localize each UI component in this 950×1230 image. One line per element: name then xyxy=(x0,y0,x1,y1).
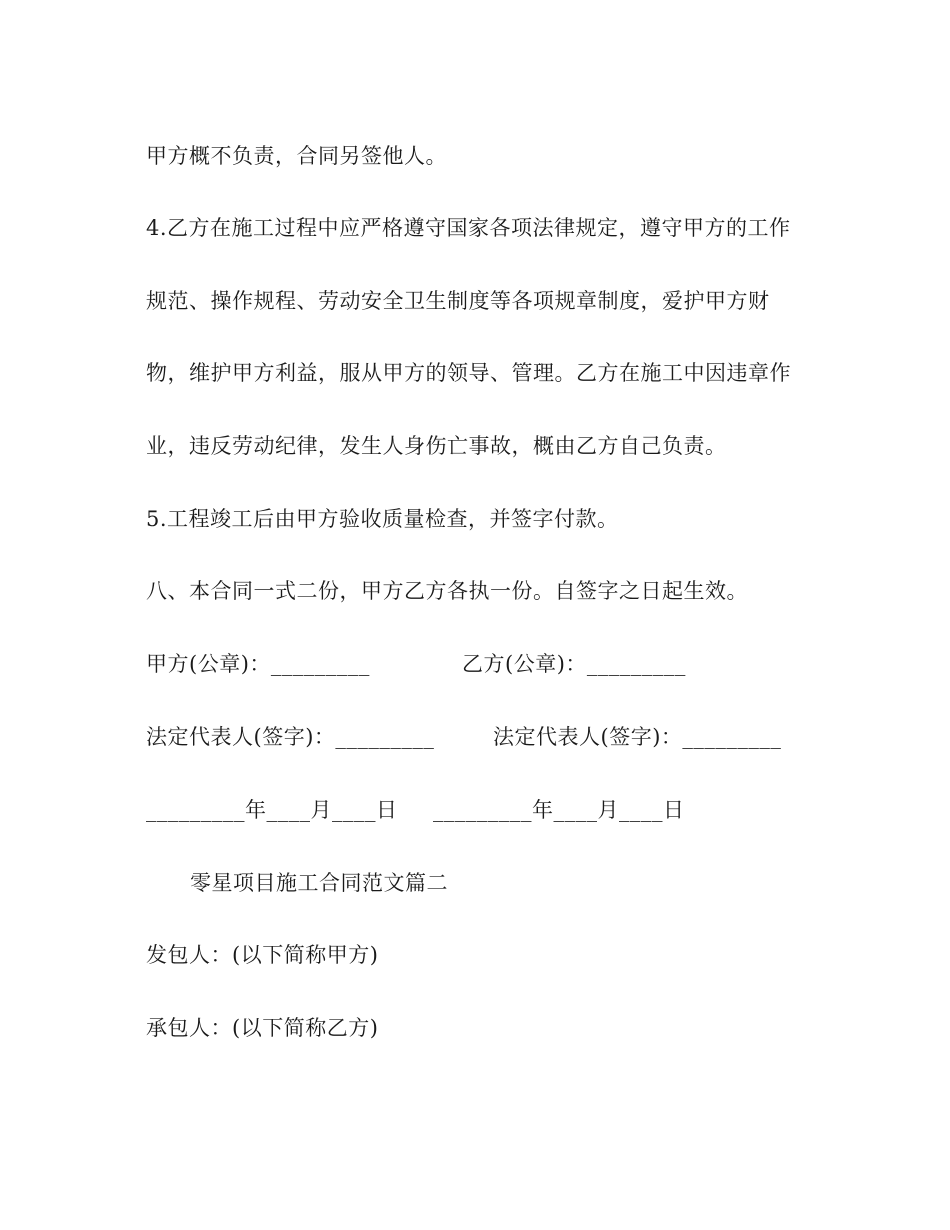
party-b-representative: 法定代表人(签字)：_________ xyxy=(493,725,782,749)
contractor-line: 承包人：(以下简称乙方) xyxy=(146,1016,379,1040)
date-row xyxy=(146,796,685,824)
party-a-date: _________年____月____日 xyxy=(146,798,398,822)
seal-row xyxy=(146,650,686,678)
paragraph-line-4: 物，维护甲方利益，服从甲方的领导、管理。乙方在施工中因违章作 xyxy=(146,361,791,385)
employer-line: 发包人：(以下简称甲方) xyxy=(146,943,379,967)
party-a-seal: 甲方(公章)：_________ xyxy=(146,652,370,676)
paragraph-line-7: 八、本合同一式二份，甲方乙方各执一份。自签字之日起生效。 xyxy=(146,579,748,603)
paragraph-line-3: 规范、操作规程、劳动安全卫生制度等各项规章制度，爱护甲方财 xyxy=(146,289,770,313)
party-a-representative: 法定代表人(签字)：_________ xyxy=(146,725,435,749)
paragraph-line-1: 甲方概不负责，合同另签他人。 xyxy=(146,144,447,168)
representative-row xyxy=(146,723,782,751)
paragraph-line-2: 4.乙方在施工过程中应严格遵守国家各项法律规定，遵守甲方的工作 xyxy=(146,216,791,240)
paragraph-line-5: 业，违反劳动纪律，发生人身伤亡事故，概由乙方自己负责。 xyxy=(146,434,727,458)
party-b-seal: 乙方(公章)：_________ xyxy=(462,652,686,676)
section-title: 零星项目施工合同范文篇二 xyxy=(190,871,448,895)
party-b-date: _________年____月____日 xyxy=(433,798,685,822)
paragraph-line-6: 5.工程竣工后由甲方验收质量检查，并签字付款。 xyxy=(146,507,619,531)
